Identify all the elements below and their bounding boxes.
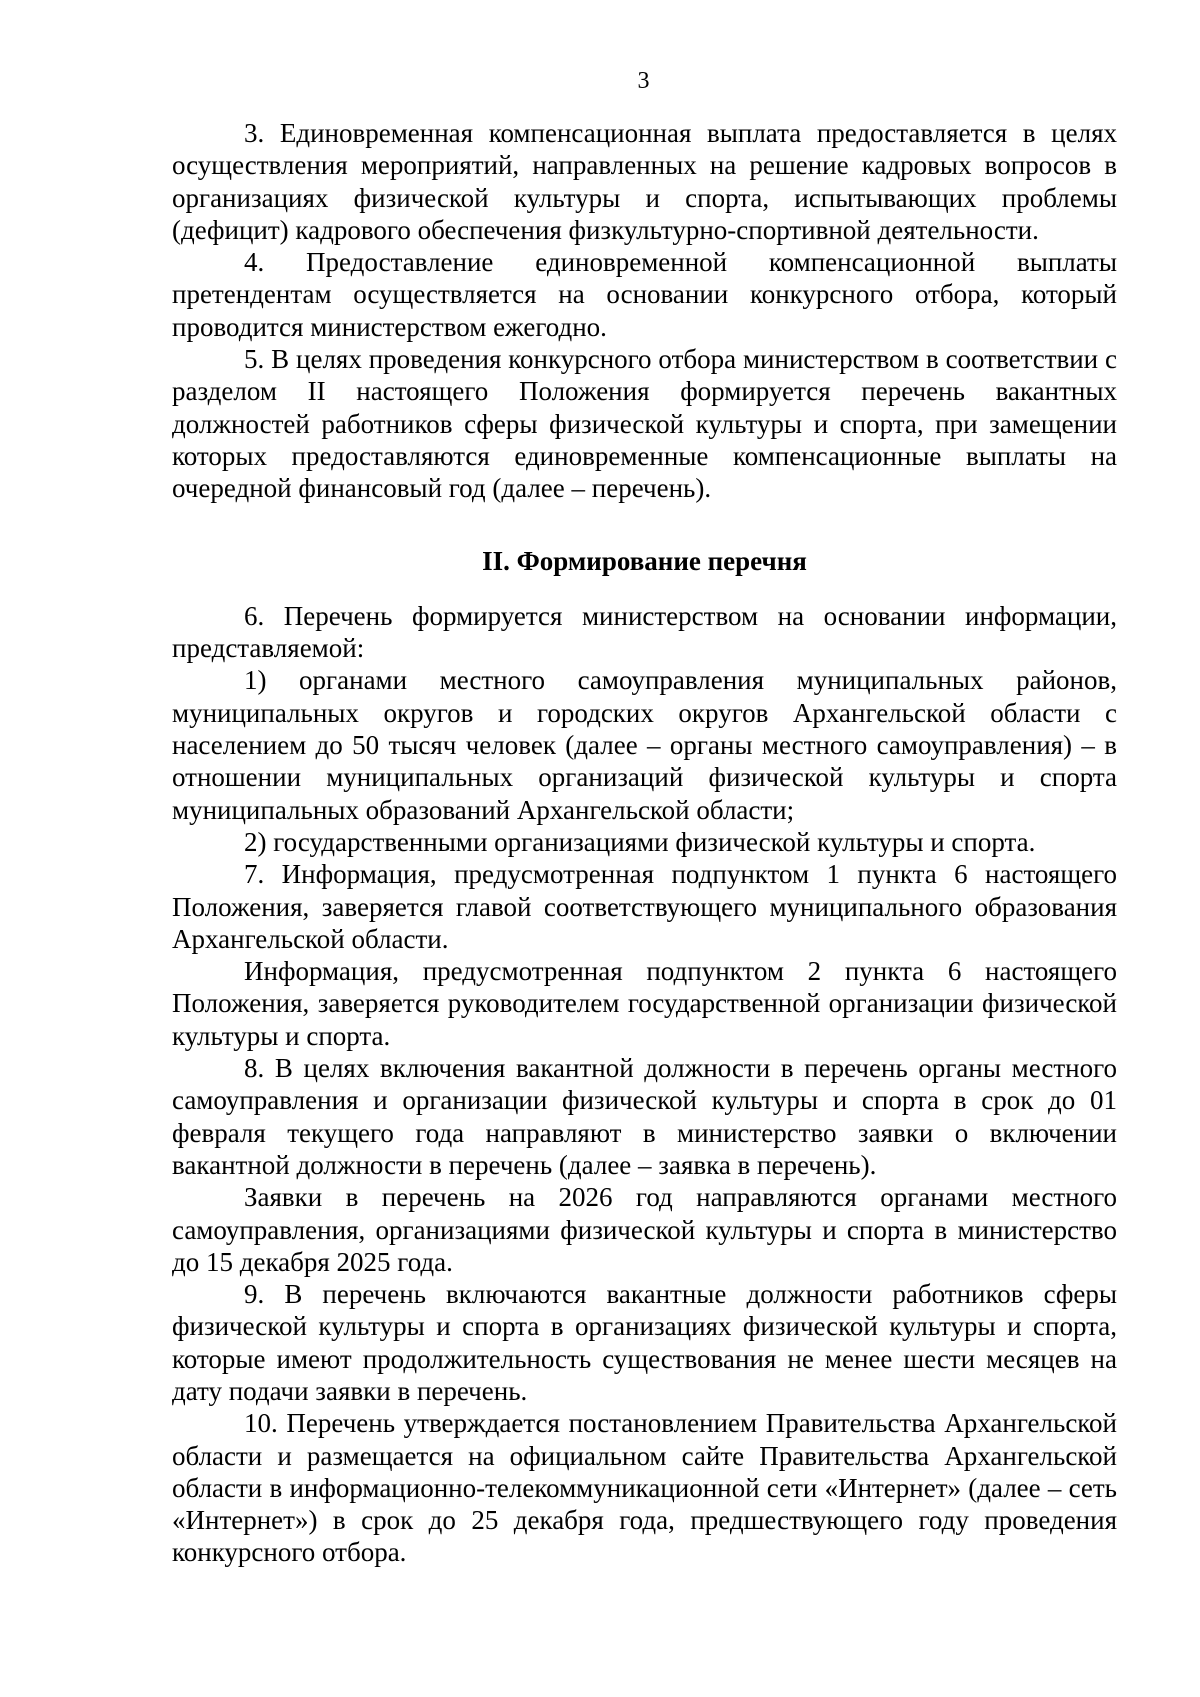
spacer	[172, 577, 1117, 600]
paragraph-item-7-continued: Информация, предусмотренная подпунктом 2 пункта 6 настоящего Положения, заверяется руководителем государственной организации физической культуры и спорта.	[172, 956, 1117, 1051]
subitem-6-1: 1) органами местного самоуправления муниципальных районов, муниципальных округов и городских округов Архангельской области с населением до 50 тысяч человек (далее – органы местного самоуправления) – в отношении муниципальных организаций физической культуры и спорта муниципальных образований Архангельской области;	[172, 665, 1117, 825]
document-body	[172, 117, 1117, 1569]
spacer	[172, 505, 1117, 545]
paragraph-item-6: 6. Перечень формируется министерством на основании информации, представляемой:	[172, 600, 1117, 664]
paragraph-item-9: 9. В перечень включаются вакантные должности работников сферы физической культуры и спорта в организациях физической культуры и спорта, которые имеют продолжительность существования не менее шести месяцев на дату подачи заявки в перечень.	[172, 1279, 1117, 1406]
paragraph-item-4: 4. Предоставление единовременной компенсационной выплаты претендентам осуществляется на основании конкурсного отбора, который проводится министерством ежегодно.	[172, 247, 1117, 342]
subitem-6-2: 2) государственными организациями физической культуры и спорта.	[244, 826, 1036, 857]
paragraph-item-3: 3. Единовременная компенсационная выплата предоставляется в целях осуществления мероприятий, направленных на решение кадровых вопросов в организациях физической культуры и спорта, испытывающих проблемы (дефицит) кадрового обеспечения физкультурно-спортивной деятельности.	[172, 118, 1117, 245]
paragraph-item-10: 10. Перечень утверждается постановлением Правительства Архангельской области и размещается на официальном сайте Правительства Архангельской области в информационно-телекоммуникационной сети «Интернет» (далее – сеть «Интернет») в срок до 25 декабря года, предшествующего году проведения конкурсного отбора.	[172, 1408, 1117, 1568]
section-heading: II. Формирование перечня	[482, 545, 807, 576]
paragraph-item-7: 7. Информация, предусмотренная подпунктом 1 пункта 6 настоящего Положения, заверяется главой соответствующего муниципального образования Архангельской области.	[172, 859, 1117, 954]
paragraph-item-8-continued: Заявки в перечень на 2026 год направляются органами местного самоуправления, организациями физической культуры и спорта в министерство до 15 декабря 2025 года.	[172, 1182, 1117, 1277]
paragraph-item-8: 8. В целях включения вакантной должности в перечень органы местного самоуправления и организации физической культуры и спорта в срок до 01 февраля текущего года направляют в министерство заявки о включении вакантной должности в перечень (далее – заявка в перечень).	[172, 1053, 1117, 1180]
page-number: 3	[637, 68, 650, 94]
paragraph-item-5: 5. В целях проведения конкурсного отбора министерством в соответствии с разделом II настоящего Положения формируется перечень вакантных должностей работников сферы физической культуры и спорта, при замещении которых предоставляются единовременные компенсационные выплаты на очередной финансовый год (далее – перечень).	[172, 344, 1117, 504]
